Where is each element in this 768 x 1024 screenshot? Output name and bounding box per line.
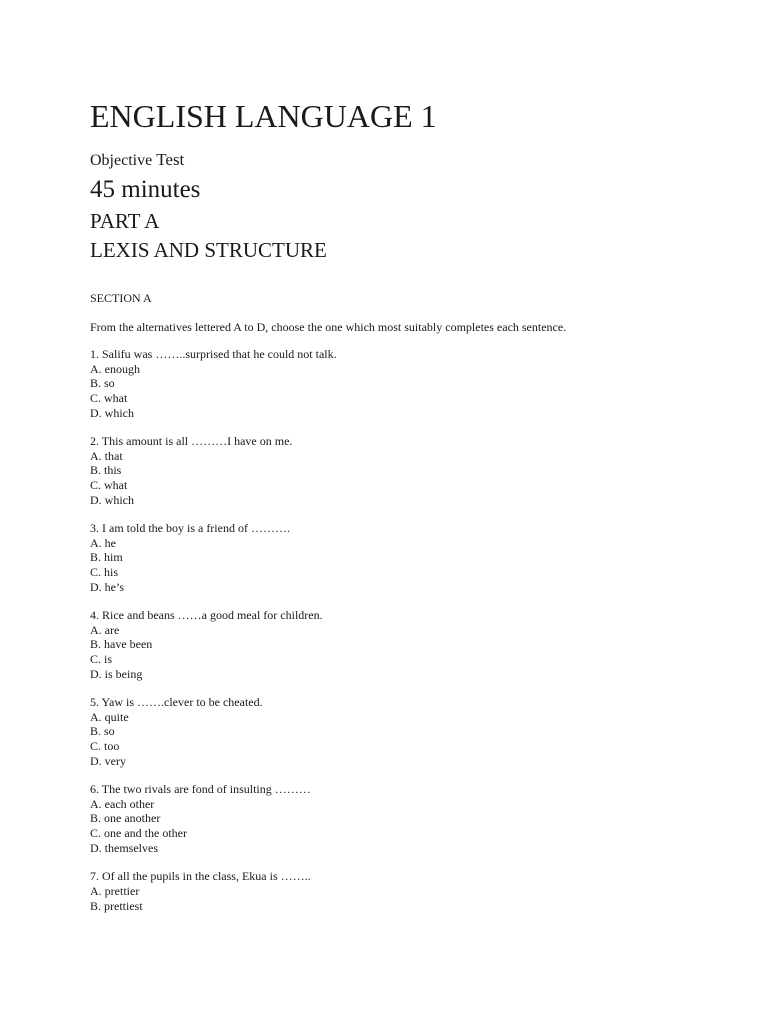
option-a: A. enough: [90, 361, 140, 376]
instruction-text: From the alternatives lettered A to D, choose the one which most suitably completes each sentence.: [90, 320, 567, 334]
option-b: B. so: [90, 376, 115, 391]
option-b: B. him: [90, 550, 123, 565]
option-c: C. what: [90, 478, 128, 493]
question-stem: 6. The two rivals are fond of insulting ………: [90, 782, 311, 797]
option-a: A. are: [90, 622, 120, 637]
option-c: C. what: [90, 391, 128, 406]
option-b: B. so: [90, 724, 115, 739]
question-1: [90, 347, 710, 421]
option-b: B. have been: [90, 637, 153, 652]
question-2: [90, 434, 710, 508]
option-b: B. one another: [90, 811, 161, 826]
subtitle-word-test: Test: [156, 150, 185, 169]
option-d: D. themselves: [90, 840, 158, 855]
subtitle-word-objective: Objective: [90, 152, 153, 169]
question-3: [90, 521, 710, 595]
option-c: C. too: [90, 739, 120, 754]
test-duration: 45 minutes: [90, 176, 201, 203]
option-a: A. that: [90, 448, 123, 463]
question-stem: 7. Of all the pupils in the class, Ekua is ……..: [90, 869, 311, 884]
option-b: B. this: [90, 463, 122, 478]
question-6: [90, 782, 710, 856]
option-a: A. each other: [90, 796, 155, 811]
option-c: C. one and the other: [90, 826, 187, 841]
document-title: ENGLISH LANGUAGE 1: [90, 98, 437, 134]
question-stem: 1. Salifu was ……..surprised that he could not talk.: [90, 347, 337, 361]
option-a: A. quite: [90, 709, 129, 724]
question-7: [90, 869, 710, 913]
option-d: D. which: [90, 492, 134, 507]
question-stem: 4. Rice and beans ……a good meal for children.: [90, 608, 323, 623]
option-d: D. he’s: [90, 579, 124, 594]
option-a: A. he: [90, 535, 116, 550]
option-a: A. prettier: [90, 883, 140, 898]
question-5: [90, 695, 710, 769]
document-subtitle: [90, 150, 184, 171]
option-b: B. prettiest: [90, 898, 143, 913]
option-d: D. very: [90, 753, 126, 768]
question-stem: 2. This amount is all ………I have on me.: [90, 434, 293, 449]
option-c: C. his: [90, 565, 119, 580]
option-c: C. is: [90, 652, 113, 667]
section-heading: SECTION A: [90, 291, 152, 305]
question-4: [90, 608, 710, 682]
question-list: [90, 347, 710, 927]
option-d: D. which: [90, 405, 134, 420]
question-stem: 5. Yaw is …….clever to be cheated.: [90, 695, 263, 710]
option-d: D. is being: [90, 666, 143, 681]
topic-heading: LEXIS AND STRUCTURE: [90, 238, 327, 262]
question-stem: 3. I am told the boy is a friend of ……….: [90, 521, 290, 536]
part-heading: PART A: [90, 209, 160, 233]
